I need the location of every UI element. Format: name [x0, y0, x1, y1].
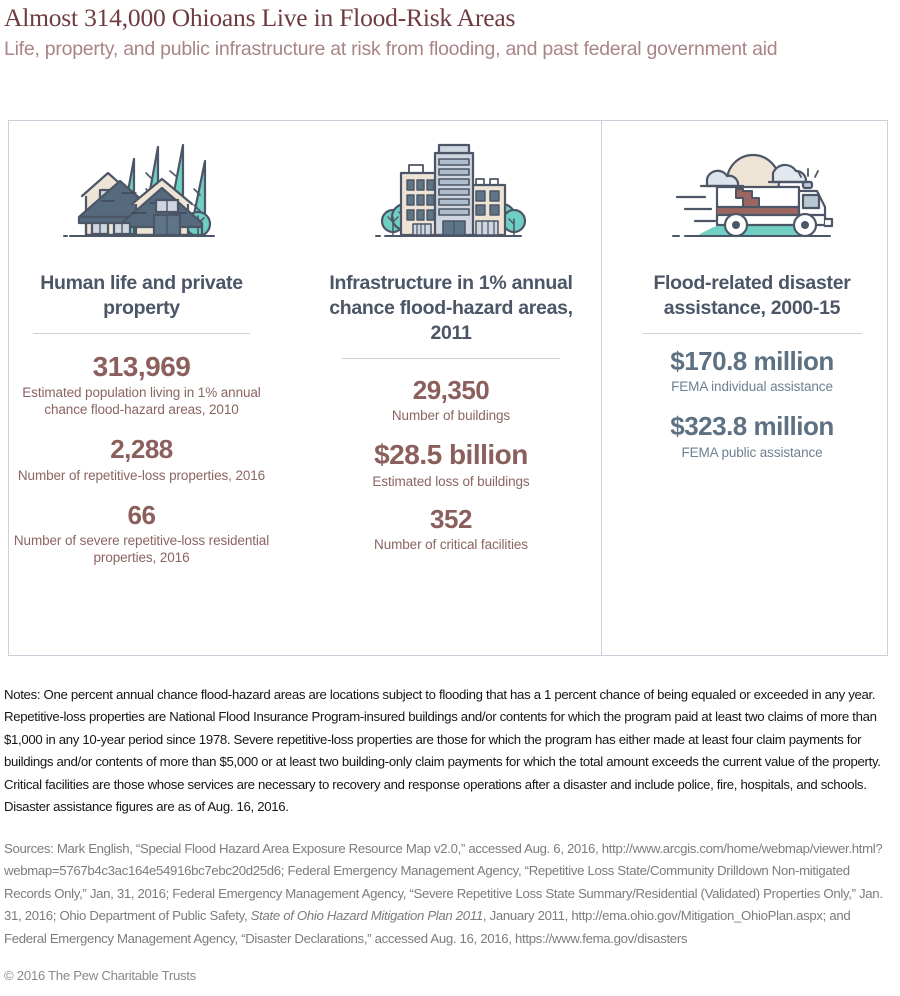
stat-value: $28.5 billion — [374, 439, 528, 471]
stat-item — [315, 377, 587, 424]
stat-caption: FEMA public assistance — [681, 444, 823, 460]
stat-item — [9, 352, 274, 418]
stat-item — [616, 348, 888, 395]
stat-value: 66 — [127, 499, 156, 530]
column-divider — [601, 121, 602, 655]
stat-value: 313,969 — [92, 351, 191, 382]
sources-text — [4, 838, 894, 950]
sources-italic-title: State of Ohio Hazard Mitigation Plan 2011 — [250, 908, 483, 924]
stat-item — [9, 418, 274, 483]
column-human-life-and-private-property — [9, 121, 274, 655]
sources-part-2: , January 2011, http://ema.ohio.gov/Mitigation_OhioPlan.aspx; and Federal Emergency Management Agency, “Disaster Declarations,” accessed Aug. 16, 2016, https://www.fema.gov/disasters — [4, 908, 851, 946]
column-infrastructure — [315, 121, 587, 655]
stat-item — [616, 395, 888, 460]
column-disaster-assistance — [616, 121, 888, 655]
copyright-text: © 2016 The Pew Charitable Trusts — [4, 968, 196, 983]
stat-value: 29,350 — [412, 375, 490, 405]
stat-caption: Number of repetitive-loss properties, 2016 — [17, 467, 266, 483]
stat-caption: FEMA individual assistance — [671, 379, 833, 395]
ambulance-icon — [616, 121, 888, 257]
stat-caption: Number of critical facilities — [374, 536, 528, 552]
page-subtitle: Life, property, and public infrastructure at risk from flooding, and past federal government aid — [4, 38, 778, 60]
stat-value: 2,288 — [110, 434, 173, 465]
stat-value: $170.8 million — [670, 346, 834, 376]
house-with-trees-icon — [9, 121, 274, 257]
stat-item — [315, 424, 587, 489]
column-heading: Human life and private property — [40, 272, 243, 319]
stat-caption: Number of buildings — [391, 408, 511, 424]
sources-part-1: Sources: Mark English, “Special Flood Hazard Area Exposure Resource Map v2.0,” accessed Aug. 6, 2016, http://www.arcgis.com/home/webmap/viewer.html?webmap=5767b4c3ac164e54916bc7ebc20d25d6; Federal Emergency Management Agency, “Repetitive Loss State/Community Drilldown Non-mitigated Records Only,” Jan, 31, 2016; Federal Emergency Management Agency, “Severe Repetitive Loss State Summary/Residential (Validated) Properties Only,” Jan. 31, 2016; Ohio Department of Public Safety, — [4, 841, 883, 924]
stat-caption: Estimated population living in 1% annual chance flood-hazard areas, 2010 — [22, 385, 261, 418]
column-heading: Flood-related disaster assistance, 2000-15 — [653, 272, 851, 319]
header — [4, 0, 884, 62]
column-heading: Infrastructure in 1% annual chance flood-hazard areas, 2011 — [329, 272, 573, 344]
notes-text: Notes: One percent annual chance flood-hazard areas are locations subject to flooding that has a 1 percent chance of being equaled or exceeded in any year. Repetitive-loss properties are National Flood Insurance Program-insured buildings and/or contents for which the program paid at least two claims of more than $1,000 in any 10-year period since 1978. Severe repetitive-loss properties are those for which the program has either made at least four claim payments for buildings and/or contents of more than $5,000 or at least two building-only claim payments for which the total amount exceeds the current value of the property. Critical facilities are those whose services are necessary to recovery and response operations after a disaster and include police, fire, hospitals, and schools. Disaster assistance figures are as of Aug. 16, 2016. — [4, 687, 881, 815]
stat-value: 352 — [430, 503, 472, 534]
stat-item — [315, 490, 587, 553]
stat-caption: Estimated loss of buildings — [372, 473, 530, 489]
city-buildings-icon — [315, 121, 587, 257]
stat-caption: Number of severe repetitive-loss residential properties, 2016 — [13, 532, 270, 565]
stat-item — [9, 484, 274, 566]
page-title: Almost 314,000 Ohioans Live in Flood-Risk Areas — [4, 3, 516, 32]
stat-value: $323.8 million — [670, 411, 834, 442]
